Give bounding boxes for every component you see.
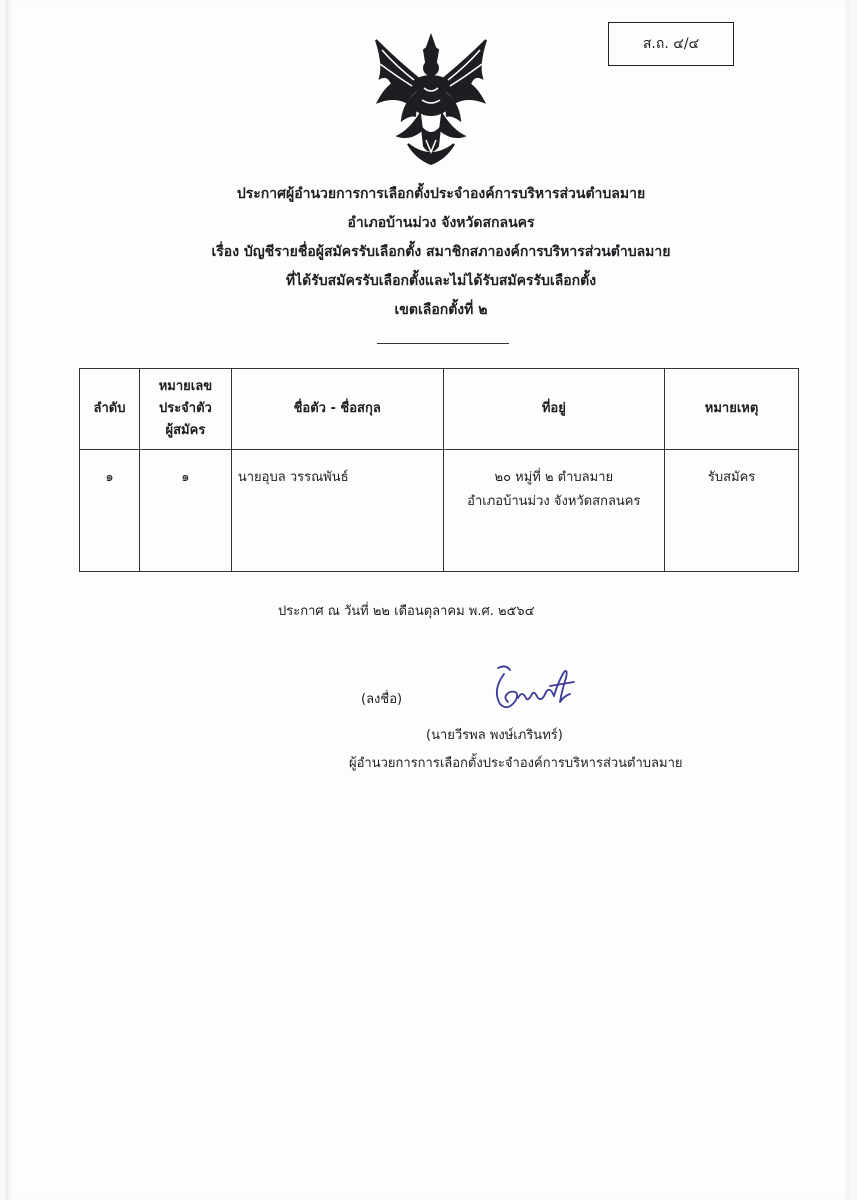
heading-line-2: อำเภอบ้านม่วง จังหวัดสกลนคร bbox=[347, 215, 535, 231]
header-remark: หมายเหตุ bbox=[665, 369, 799, 450]
table-row bbox=[80, 450, 799, 572]
heading-divider bbox=[377, 343, 509, 344]
candidate-table bbox=[79, 368, 799, 572]
garuda-emblem bbox=[366, 30, 496, 170]
address-line-2: อำเภอบ้านม่วง จังหวัดสกลนคร bbox=[467, 494, 641, 509]
cell-order: ๑ bbox=[80, 450, 140, 572]
heading-line-1: ประกาศผู้อำนวยการการเลือกตั้งประจำองค์การบริหารส่วนตำบลมาย bbox=[236, 186, 646, 202]
form-code-box bbox=[608, 22, 734, 66]
cell-remark: รับสมัคร bbox=[665, 450, 799, 572]
cell-address bbox=[443, 450, 665, 572]
cell-candidate-number: ๑ bbox=[139, 450, 231, 572]
signer-name: (นายวีรพล พงษ์เภรินทร์) bbox=[426, 728, 563, 743]
announcement-date: ประกาศ ณ วันที่ ๒๒ เดือนตุลาคม พ.ศ. ๒๕๖๔ bbox=[278, 604, 535, 619]
table-header-row bbox=[80, 369, 799, 450]
announcement-heading bbox=[146, 180, 736, 325]
header-candidate-number bbox=[139, 369, 231, 450]
header-number-line-2: ประจำตัว bbox=[158, 401, 212, 416]
heading-line-3: เรื่อง บัญชีรายชื่อผู้สมัครรับเลือกตั้ง สมาชิกสภาองค์การบริหารส่วนตำบลมาย bbox=[211, 244, 671, 260]
signature-label: (ลงชื่อ) bbox=[361, 692, 403, 707]
header-order: ลำดับ bbox=[80, 369, 140, 450]
header-address: ที่อยู่ bbox=[443, 369, 665, 450]
header-number-line-3: ผู้สมัคร bbox=[165, 423, 206, 438]
heading-line-5: เขตเลือกตั้งที่ ๒ bbox=[394, 302, 488, 318]
address-line-1: ๒๐ หมู่ที่ ๒ ตำบลมาย bbox=[494, 470, 614, 485]
handwritten-signature bbox=[484, 660, 584, 716]
cell-name: นายอุบล วรรณพันธ์ bbox=[231, 450, 443, 572]
heading-line-4: ที่ได้รับสมัครรับเลือกตั้งและไม่ได้รับสมัครรับเลือกตั้ง bbox=[285, 273, 597, 289]
header-number-line-1: หมายเลข bbox=[158, 379, 213, 394]
document-page bbox=[6, 0, 849, 1200]
signer-title: ผู้อำนวยการการเลือกตั้งประจำองค์การบริหารส่วนตำบลมาย bbox=[349, 756, 683, 771]
header-name: ชื่อตัว - ชื่อสกุล bbox=[231, 369, 443, 450]
form-code: ส.ถ. ๔/๔ bbox=[642, 36, 700, 52]
